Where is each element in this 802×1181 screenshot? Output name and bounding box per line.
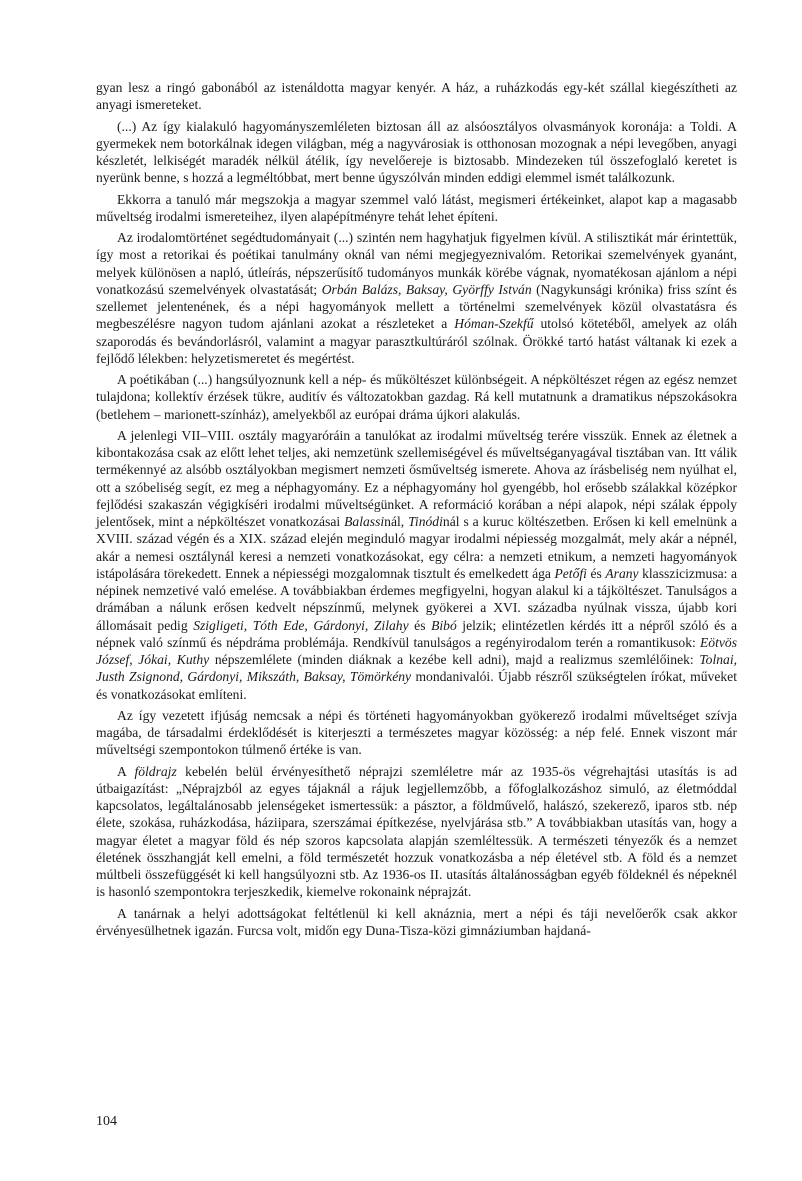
- text-run: A poétikában (...) hangsúlyoznunk kell a nép- és műköltészet különbségeit. A népköltészet régen az egész nemzet tulajdona; kollektív érzések tükre, auditív és változatokban gazdag. Rá kell mutatnunk a dramatikus népszokásokra (betlehem – marionett-színház), amelyekből az európai dráma újkori alakulás.: [96, 372, 737, 422]
- text-run: Az irodalomtörténet segédtudományait (...) szintén nem hagyhatjuk figyelmen kívül. A stilisztikát már érintettük, így most a retorikai és poétikai tanulmány oknál van némi megjegyeznivalóm. Retorikai szemelvények gyanánt, melyek különösen a napló, útleírás, népszerűsítő tudományos munkák körébe vágnak, nyomatékosan ajánlom a népi vonatkozású szemelvények olvastatását;: [96, 230, 737, 297]
- text-run: gyan lesz a ringó gabonából az istenáldotta magyar kenyér. A ház, a ruházkodás egy-két szállal kiegészítheti az anyagi ismereteket.: [96, 80, 737, 113]
- text-run: kebelén belül érvényesíthető néprajzi szemléletre már az 1935-ös végrehajtási utasítás is ad útbaigazítást: „Néprajzból az egyes tájaknál a rájuk legjellemzőbb, a főfoglalkozáshoz simuló, az életmóddal kapcsolatos, legáltalánosabb jelenségeket ismertessük: a pásztor, a földművelő, halászó, szekerező, iparos stb. nép élete, szokása, ruházkodása, háziipara, szerszámai építkezése, nyelvjárása stb.” A továbbiakban utasítás van, hogy a magyar életet a magyar föld és nép szoros kapcsolata alapján szemléltessük. A természeti tényezők és a nemzet életének összhangját kell emelni, a föld természetét hozzuk vonatkozásba a nép életével stb. A föld és a nemzet múltbeli összefüggését ki kell hangsúlyozni stb. Az 1936-os II. utasítás általánosságban egyéb földeknél és népeknél is hasonló szempontokra terjeszkedik, kiemelve rokonaink néprajzát.: [96, 763, 737, 900]
- paragraph-8: [96, 763, 737, 901]
- text-run: mondanivalói. Újabb részről szükségtelen írókat, műveket és vonatkozásokat említeni.: [96, 669, 737, 702]
- italic-name: földrajz: [134, 763, 177, 779]
- text-run: utolsó kötetéből, amelyek az oláh szaporodás és bevándorlásról, valamint a magyar parasztkultúráról szólnak. Örökké tartó hatást váltanak ki ezek a fejlődő lélekben: helyzetismeretet és megértést.: [96, 316, 737, 366]
- text-run: Ekkorra a tanuló már megszokja a magyar szemmel való látást, megismeri értékeinket, alapot kap a magasabb műveltség irodalmi ismereteihez, ilyen alapépítményre tehát lehet építeni.: [96, 191, 737, 224]
- text-run: A jelenlegi VII–VIII. osztály magyaróráin a tanulókat az irodalmi műveltség terére visszük. Ennek az életnek a kibontakozása csak az előtt lehet teljes, aki nemzetünk szellemiségével és műveltséganyagával tisztában van. Itt válik termékennyé az alsóbb osztályokban megismert nemzeti ősműveltség ismerete. Ahova az írásbeliség nem nyúlhat el, ott a szóbeliség segít, ez meg a néphagyomány. Ez a néphagyomány hol gyengébb, hol erősebb szálakkal középkor fejlődési szakaszán végigkíséri irodalmi műveltségünket. A reformáció korában a népi alapok, népi szálak éppoly jelentősek, mint a népköltészet vonatkozásai: [96, 427, 737, 529]
- text-run: Az így vezetett ifjúság nemcsak a népi és történeti hagyományokban gyökerező irodalmi műveltséget szívja magába, de társadalmi érdeklődését is kiterjeszti a természetes magyar közösség: a nép felé. Ennek viszont már műveltségi szempontokon túlmenő értéke is van.: [96, 707, 737, 758]
- text-run: nál,: [384, 514, 409, 529]
- paragraph-4: [96, 229, 737, 367]
- text-run: A tanárnak a helyi adottságokat feltétlenül ki kell aknáznia, mert a népi és táji nevelőerők csak akkor érvényesülhetnek igazán. Furcsa volt, midőn egy Duna-Tisza-közi gimnáziumban hajdaná-: [96, 905, 737, 938]
- paragraph-7: [96, 707, 737, 759]
- paragraph-3: [96, 191, 737, 226]
- text-run: (...) Az így kialakuló hagyományszemléleten biztosan áll az alsóosztályos olvasmányok koronája: a Toldi. A gyermekek nem botorkálnak idegen világban, még a nagyvárosiak is otthonosan mozognak a népi levegőben, anyagi készletét, lelkiségét maradék nélkül átélik, így nevelőereje is biztosabb. Mindezeken túl összefoglaló keretet is nyerünk benne, s hozzá a legméltóbbat, mert benne úgyszólván minden eddigi elemmel ismét találkozunk.: [96, 118, 737, 186]
- text-run: A: [117, 763, 135, 779]
- paragraph-1: [96, 79, 737, 114]
- page-number: 104: [96, 1114, 117, 1129]
- text-run: (Nagykunsági krónika) friss színt és szellemet jelentenének, és a népi hagyományok mellett a történelmi szemelvények közül olvastatásra és megbeszélésre nagyon tudom ajánlani azokat a részleteket a: [96, 281, 737, 332]
- italic-name: Bibó: [431, 617, 457, 633]
- paragraph-6: [96, 427, 737, 703]
- body-text: [96, 79, 737, 943]
- italic-name: Hóman-Szekfű: [454, 316, 534, 332]
- paragraph-2: [96, 118, 737, 187]
- text-run: és: [408, 617, 432, 633]
- text-run: klasszicizmusa: a népinek nemzetivé való emelése. A továbbiakban érdemes megfigyelni, hogyan alakul ki a tájköltészet. Tanulságos a drámában a nálunk erősen kedvelt népszínmű, melynek gyökerei a XVI. századba nyúlnak vissza, újabb kori állomásait pedig: [96, 565, 737, 633]
- italic-name: Tinódi: [408, 514, 443, 529]
- italic-name: Tolnai, Justh Zsignond, Gárdonyi, Mikszáth, Baksay, Tömörkény: [96, 652, 737, 685]
- text-run: nál s a kuruc költészetben. Erősen ki kell emelnünk a XVIII. század végén és a XIX. század elején meginduló magyar irodalmi népiesség mozgalmát, mely akár a népnél, akár a nemesi osztálynál keresi a nemzeti vonatkozásokat, egy célra: a nemzeti etnikum, a nemzeti hagyományok istápolására törekedett. Ennek a népiességi mozgalomnak tisztult és emelkedett ága: [96, 514, 738, 581]
- text-run: népszemlélete (minden diáknak a kezébe kell adni), majd a realizmus szemlélőinek:: [209, 652, 700, 667]
- text-run: és: [586, 565, 606, 581]
- paragraph-9: [96, 905, 737, 940]
- italic-name: Eötvös József, Jókai, Kuthy: [96, 634, 737, 667]
- italic-name: Balassi: [344, 514, 385, 529]
- italic-name: Szigligeti, Tóth Ede, Gárdonyi, Zilahy: [193, 617, 409, 633]
- italic-name: Arany: [605, 565, 639, 581]
- text-run: jelzik; elintézetlen kérdés itt a népről szóló és a népnek való színmű és népdráma problémája. Rendkívül tanulságos a regényirodalom terén a romantikusok:: [96, 617, 737, 650]
- italic-name: Petőfi: [554, 565, 587, 581]
- paragraph-5: [96, 371, 737, 423]
- italic-name: Orbán Balázs, Baksay, Györffy István: [321, 281, 532, 297]
